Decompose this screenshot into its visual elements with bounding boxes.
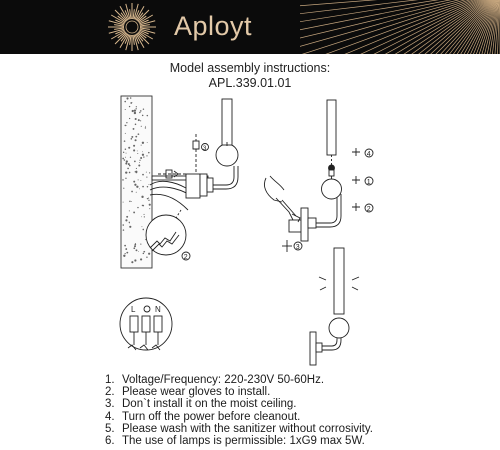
lamp-bracket-assembly (301, 194, 341, 241)
note-item: 4. Turn off the power before cleanout. (105, 410, 301, 423)
brand-name: Aployt (174, 11, 253, 41)
callout-2-wall: 2 (183, 254, 188, 261)
callout-screwdriver-3 (282, 240, 302, 252)
rotation-icons (352, 148, 373, 213)
note-item: 2. Please wear gloves to install. (105, 386, 271, 399)
model-number: APL.339.01.01 (208, 76, 292, 90)
callout-2: 2 (366, 206, 371, 213)
decorative-rays-icon (300, 0, 500, 54)
instruction-notes (105, 374, 373, 447)
note-item: 1. Voltage/Frequency: 220-230V 50-60Hz. (105, 374, 325, 386)
document-title: Model assembly instructions: (169, 61, 331, 75)
note-item: 5. Please wash with the sanitizer without corrosivity. (105, 422, 373, 435)
terminal-l: L (131, 305, 136, 314)
callout-3: 3 (202, 145, 207, 152)
wiring-terminal-diagram (120, 298, 172, 350)
callout-1: 1 (366, 179, 371, 186)
sun-logo-icon (100, 0, 164, 54)
exploded-parts (322, 100, 342, 199)
brand-header (0, 0, 500, 54)
mounting-plate (150, 174, 208, 210)
note-item: 3. Don`t install it on the moist ceiling. (105, 398, 297, 411)
note-item: 6. The use of lamps is permissible: 1xG9 max 5W. (105, 435, 365, 448)
wire-connector-detail (146, 210, 190, 261)
assembled-lamp (310, 248, 359, 365)
callout-4: 4 (366, 151, 371, 158)
dowel-arrow (158, 170, 186, 178)
callout-left-3: 3 (295, 244, 300, 251)
terminal-n: N (155, 305, 161, 314)
assembly-diagram (0, 90, 500, 370)
